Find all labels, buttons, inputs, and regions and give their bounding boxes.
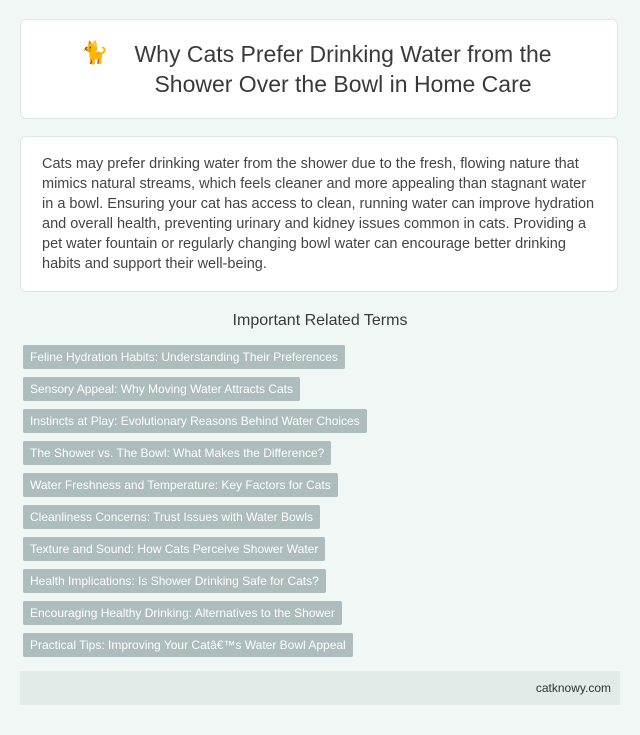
footer	[20, 671, 620, 705]
title-card	[20, 19, 618, 119]
title-wrap	[79, 39, 559, 99]
related-term-tag[interactable]: Health Implications: Is Shower Drinking Safe for Cats?	[23, 569, 326, 593]
footer-site-name[interactable]: catknowy.com	[535, 681, 611, 695]
summary-text: Cats may prefer drinking water from the shower due to the fresh, flowing nature that mimics natural streams, which feels cleaner and more appealing than stagnant water in a bowl. Ensuring your cat has access to clean, running water can improve hydration and overall health, preventing urinary and kidney issues common in cats. Providing a pet water fountain or regularly changing bowl water can encourage better drinking habits and support their well-being.	[42, 156, 595, 272]
related-term-tag[interactable]: Encouraging Healthy Drinking: Alternatives to the Shower	[23, 601, 342, 625]
summary-card	[20, 136, 618, 292]
related-term-tag[interactable]: Practical Tips: Improving Your Catâ€™s Water Bowl Appeal	[23, 633, 353, 657]
cat-icon: 🐈	[81, 41, 109, 66]
related-term-tag[interactable]: Cleanliness Concerns: Trust Issues with Water Bowls	[23, 505, 320, 529]
related-term-tag[interactable]: The Shower vs. The Bowl: What Makes the Difference?	[23, 441, 331, 465]
related-term-tag[interactable]: Water Freshness and Temperature: Key Factors for Cats	[23, 473, 338, 497]
related-terms-list	[23, 345, 367, 665]
related-term-tag[interactable]: Texture and Sound: How Cats Perceive Shower Water	[23, 537, 325, 561]
related-term-tag[interactable]: Instincts at Play: Evolutionary Reasons Behind Water Choices	[23, 409, 367, 433]
related-term-tag[interactable]: Feline Hydration Habits: Understanding Their Preferences	[23, 345, 345, 369]
page-title: Why Cats Prefer Drinking Water from the Shower Over the Bowl in Home Care	[134, 41, 552, 97]
related-term-tag[interactable]: Sensory Appeal: Why Moving Water Attracts Cats	[23, 377, 300, 401]
related-terms-heading: Important Related Terms	[232, 312, 408, 329]
